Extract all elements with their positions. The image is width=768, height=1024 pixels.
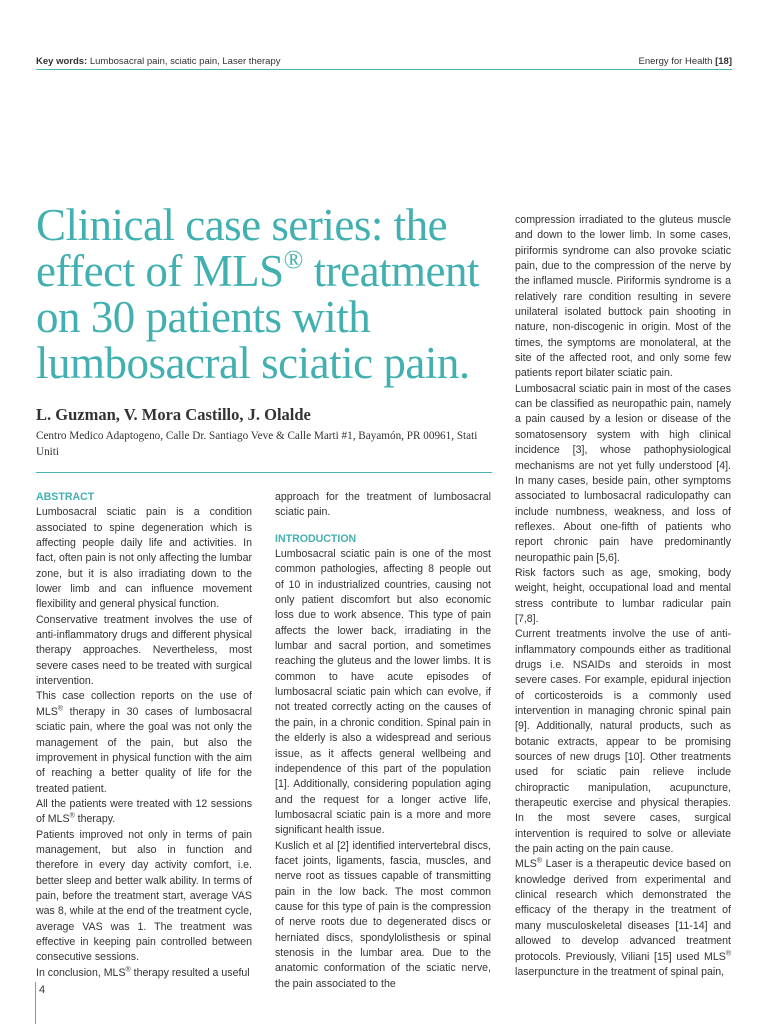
abstract-paragraph: In conclusion, MLS® therapy resulted a useful — [36, 966, 250, 979]
abstract-paragraph: This case collection reports on the use of MLS® therapy in 30 cases of lumbosacral sciatic pain, where the goal was not only the management of the pain, but also the improvement in physical function with the aim of reaching a better quality of life for the treated patient. — [36, 690, 252, 795]
page-number-rule — [35, 982, 36, 1024]
affiliation: Centro Medico Adaptogeno, Calle Dr. Santiago Veve & Calle Marti #1, Bayamón, PR 00961, Stati Uniti — [36, 430, 478, 458]
keywords-line — [36, 56, 281, 67]
journal-name: Energy for Health — [638, 56, 716, 67]
authors: L. Guzman, V. Mora Castillo, J. Olalde — [36, 405, 311, 424]
abstract-paragraph: All the patients were treated with 12 sessions of MLS® therapy. — [36, 797, 252, 826]
abstract-heading: ABSTRACT — [36, 491, 95, 503]
keywords-text: Lumbosacral pain, sciatic pain, Laser therapy — [87, 56, 281, 67]
intro-paragraph: compression irradiated to the gluteus muscle and down to the lower limb. In some cases, piriformis syndrome can also provoke sciatic pain, due to the compression of the nerve by the inflamed muscle. Piriformis syndrome is a relatively rare condition resulting in severe unilateral isolated buttock pain shooting in nature, non-discogenic in origin. Most of the times, the symptoms are monolateral, at the site of the affected root, and only some few patients report bilater sciatic pain. — [515, 214, 731, 380]
title-divider — [36, 472, 492, 473]
intro-paragraph: Risk factors such as age, smoking, body weight, height, occupational load and mental stress contribute to lumbar radicular pain [7,8]. — [515, 566, 731, 625]
intro-paragraph: Kuslich et al [2] identified intervertebral discs, facet joints, ligaments, fascia, muscles, and nerve root as tissues capable of transmitting pain in the low back. The most common cause for this type of pain is the compression of nerve roots due to degenerated discs or herniated discs, spondylolisthesis or spinal stenosis in the lumbar area. Due to the anatomic conformation of the sciatic nerve, the pain associated to the — [275, 839, 491, 990]
column-2 — [275, 490, 491, 992]
journal-issue — [639, 56, 732, 67]
abstract-paragraph: Patients improved not only in terms of pain management, but also in function and therefore in every day activity comfort, i.e. better sleep and better walk ability. In terms of pain, before the treatment start, average VAS was 8, while at the end of the treatment cycle, average VAS was 1. The treatment was effective in keeping pain controlled between consecutive sessions. — [36, 828, 252, 964]
introduction-heading: INTRODUCTION — [275, 532, 357, 545]
issue-number: [18] — [715, 56, 732, 67]
abstract-paragraph: Conservative treatment involves the use of anti-inflammatory drugs and different physical therapy approaches. Nevertheless, most severe cases need to be treated with surgical intervention. — [36, 613, 252, 688]
column-3 — [515, 213, 731, 980]
registered-mark: ® — [283, 245, 303, 274]
header-divider — [36, 69, 732, 70]
intro-paragraph: Current treatments involve the use of anti-inflammatory compounds either as traditional drugs i.e. NSAIDs and steroids in most severe cases. For example, epidural injection of corticosteroids is a commonly used intervention in managing chronic spinal pain [9]. Additionally, natural products, such as botanic extracts, appear to be promising sources of new drugs [10]. Other treatments used for sciatic pain relieve include chiropractic manipulation, acupuncture, therapeutic exercise and physical therapies. In the most severe cases, surgical intervention is required to solve or alleviate the pain acting on the pain cause. — [515, 628, 731, 856]
intro-paragraph: MLS® Laser is a therapeutic device based on knowledge derived from experimental and clinical research which demonstrated the efficacy of the therapy in the treatment of many musculoskeletal diseases [11-14] and allowed to develop advanced treatment protocols. Previously, Viliani [15] used MLS® laserpuncture in the treatment of spinal pain, — [515, 857, 731, 978]
intro-paragraph: Lumbosacral sciatic pain is one of the most common pathologies, affecting 8 people out of 10 in industrialized countries, causing not only patient discomfort but also economic loss due to work absence. This type of pain affects the lower back, irradiating in the lumbar and sacral portion, and sometimes reaching the gluteus and the lower limbs. It is common to have acute episodes of lumbosacral sciatic pain which can evolve, if not treated correctly acting on the causes of the pain, in a chronic condition. Spinal pain in the elderly is also a widespread and serious issue, as it affects general wellbeing and independence of this part of the population [1]. Additionally, considering population aging and the request for a longer active life, lumbosacral sciatic pain is a more and more significant health issue. — [275, 548, 491, 837]
abstract-paragraph: Lumbosacral sciatic pain is a condition associated to spine degeneration which is affecting people daily life and activities. In fact, often pain is not only affecting the lumbar zone, but it is also irradiating down to the lower limb and can influence movement flexibility and general physical function. — [36, 506, 252, 611]
article-title: Clinical case series: the effect of MLS® treatment on 30 patients with lumbosacral sciatic pain. — [36, 200, 480, 388]
keywords-label: Key words: — [36, 56, 88, 67]
abstract-paragraph: approach for the treatment of lumbosacral sciatic pain. — [275, 491, 491, 519]
column-1 — [36, 490, 252, 981]
intro-paragraph: Lumbosacral sciatic pain in most of the cases can be classified as neuropathic pain, namely a pain caused by a lesion or disease of the somatosensory system with high clinical incidence [3], whose pathophysiological mechanisms are not yet fully understood [4]. In many cases, beside pain, other symptoms associated to lumbosacral radiculopathy can include numbness, weakness, and loss of reflexes. About one-fifth of patients who report chronic pain have predominantly neuropathic pain [5,6]. — [515, 382, 731, 564]
page-number: 4 — [39, 984, 46, 996]
